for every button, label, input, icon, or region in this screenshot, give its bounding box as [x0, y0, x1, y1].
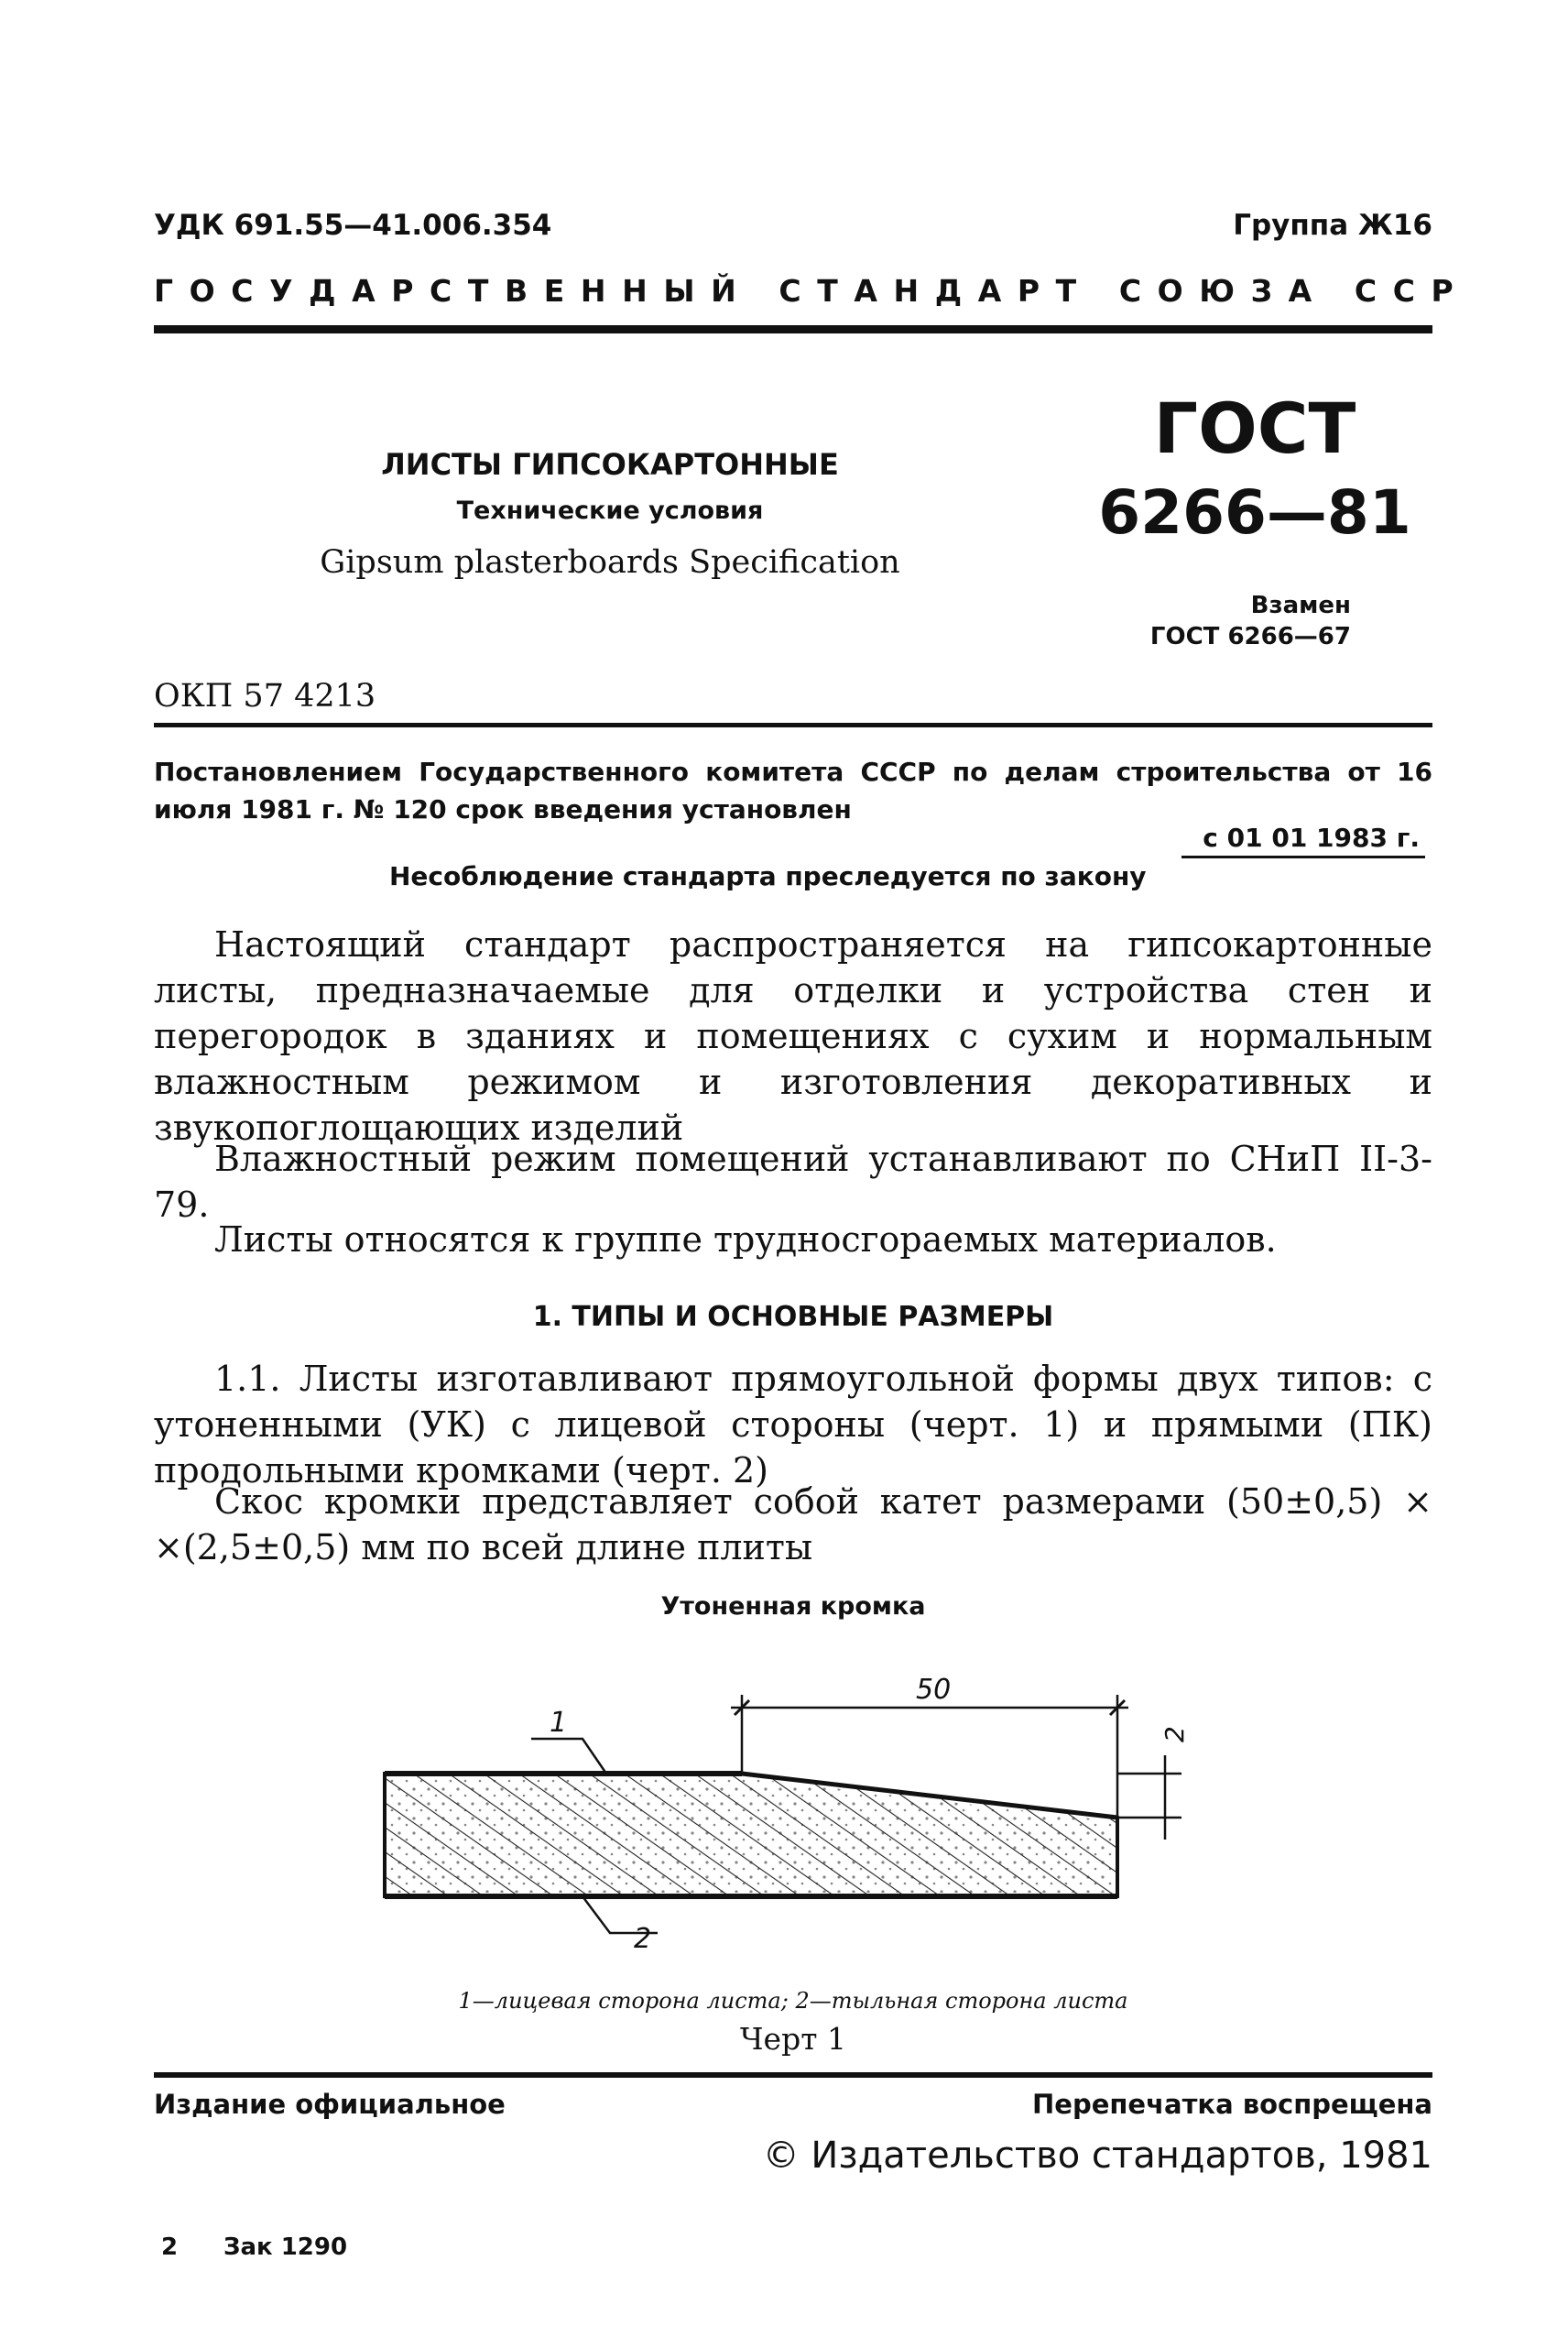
gost-number: 6266—81 — [1098, 477, 1411, 548]
figure-label: Черт 1 — [740, 2021, 846, 2057]
intro-paragraph-3 — [154, 1217, 1432, 1262]
edition-note: Издание официальное — [154, 2089, 506, 2120]
intro-paragraph-3-text: Листы относятся к группе трудносгораемых материалов. — [214, 1219, 1277, 1260]
decree-text: Постановлением Государственного комитета СССР по делам строительства от 16 июля 1981 г. № 120 срок введения установлен — [154, 757, 1432, 824]
group-code: Группа Ж16 — [1233, 209, 1432, 242]
state-standard-banner: ГОСУДАРСТВЕННЫЙ СТАНДАРТ СОЮЗА ССР — [154, 273, 1470, 309]
intro-paragraph-2 — [154, 1136, 1432, 1228]
replaces-gost: ГОСТ 6266—67 — [1149, 623, 1351, 650]
dimension-50-label: 50 — [916, 1674, 952, 1706]
decree-date-underline — [1181, 856, 1425, 858]
clause-bevel — [154, 1479, 1432, 1570]
clause-1-1 — [154, 1356, 1432, 1493]
replaces-label: Взамен — [1250, 592, 1351, 619]
edge-profile-drawing — [366, 1667, 1227, 1960]
udk-code: УДК 691.55—41.006.354 — [154, 209, 552, 242]
intro-paragraph-1 — [154, 922, 1432, 1151]
order-number: Зак 1290 — [223, 2233, 348, 2261]
clause-1-1-text: 1.1. Листы изготавливают прямоугольной формы двух типов: с утоненными (УК) с лицевой стороны (черт. 1) и прямыми (ПК) продольными кромками (черт. 2) — [154, 1359, 1432, 1491]
document-subtitle: Технические условия — [456, 497, 764, 525]
document-title: ЛИСТЫ ГИПСОКАРТОННЫЕ — [381, 447, 839, 482]
document-title-english: Gipsum plasterboards Specification — [320, 544, 900, 581]
decree-date: с 01 01 1983 г. — [1203, 823, 1420, 853]
okp-code: ОКП 57 4213 — [154, 678, 376, 715]
callout-2-label: 2 — [634, 1923, 652, 1955]
board-core-texture — [388, 1777, 1114, 1893]
law-notice: Несоблюдение стандарта преследуется по закону — [389, 861, 1147, 891]
header-rule-thick — [154, 325, 1432, 333]
dimension-2-label: 2 — [1160, 1726, 1190, 1742]
footer-rule — [154, 2072, 1432, 2078]
reprint-notice: Перепечатка воспрещена — [1032, 2089, 1432, 2120]
figure-legend: 1—лицевая сторона листа; 2—тыльная сторона листа — [458, 1988, 1128, 2014]
gost-label: ГОСТ — [1153, 388, 1356, 469]
callout-1-label: 1 — [550, 1707, 568, 1739]
intro-paragraph-1-text: Настоящий стандарт распространяется на гипсокартонные листы, предназначаемые для отделки и устройства стен и перегородок в зданиях и помещениях с сухим и нормальным влажностным режимом и изготовления декоративных и звукопоглощающих изделий — [154, 924, 1432, 1148]
title-rule — [154, 723, 1432, 727]
copyright-line: © Издательство стандартов, 1981 — [762, 2135, 1432, 2177]
figure-title: Утоненная кромка — [660, 1592, 926, 1621]
section-title: 1. ТИПЫ И ОСНОВНЫЕ РАЗМЕРЫ — [532, 1301, 1054, 1333]
page-number: 2 — [161, 2233, 179, 2261]
intro-paragraph-2-text: Влажностный режим помещений устанавливают по СНиП II-3-79. — [154, 1139, 1432, 1225]
clause-bevel-text: Скос кромки представляет собой катет размерами (50±0,5) × ×(2,5±0,5) мм по всей длине плиты — [154, 1481, 1432, 1567]
